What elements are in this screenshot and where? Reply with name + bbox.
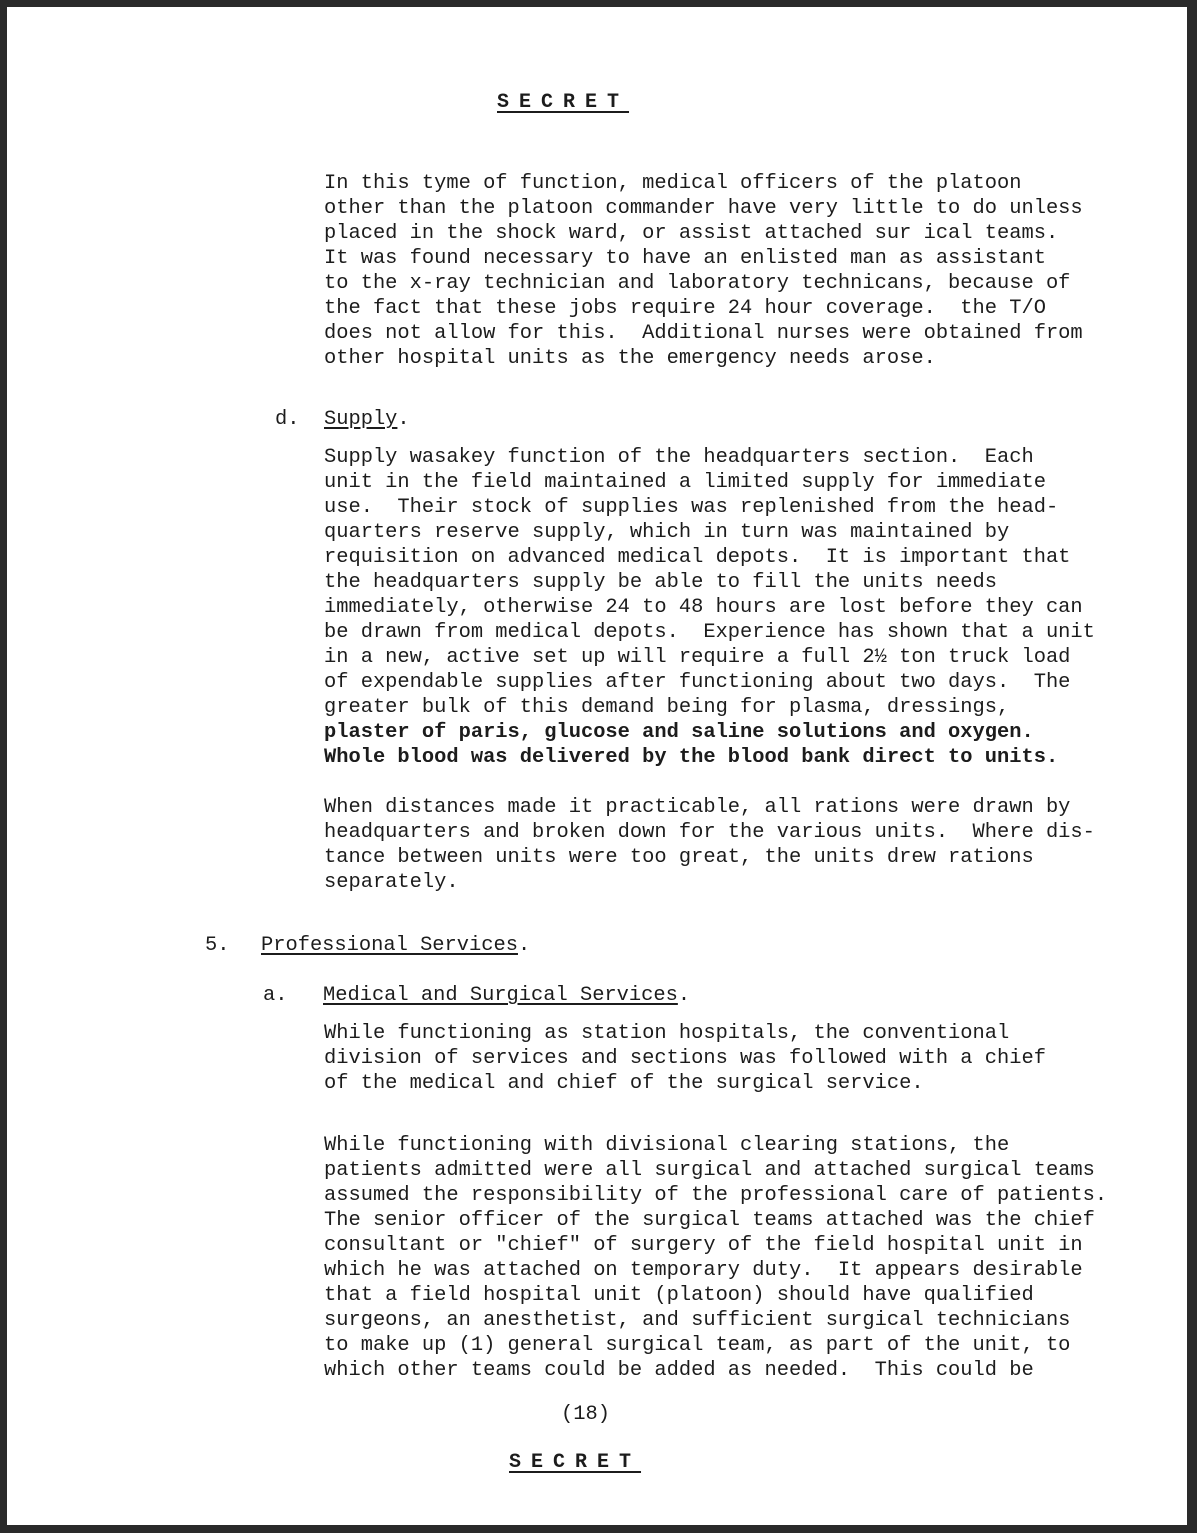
text-line: immediately, otherwise 24 to 48 hours are lost before they can — [324, 596, 1083, 619]
text-line: Supply wasakey function of the headquarters section. Each — [324, 446, 1034, 469]
text-line: greater bulk of this demand being for plasma, dressings, — [324, 696, 1010, 719]
text-line: It was found necessary to have an enlisted man as assistant — [324, 247, 1046, 270]
text-line: Whole blood was delivered by the blood bank direct to units. — [324, 746, 1059, 769]
text-line: While functioning with divisional clearing stations, the — [324, 1134, 1010, 1157]
text-line: other than the platoon commander have very little to do unless — [324, 197, 1083, 220]
section-5-heading: Professional Services — [261, 934, 518, 957]
text-line: of the medical and chief of the surgical service. — [324, 1072, 924, 1095]
subsection-a-heading-suffix: . — [677, 984, 691, 1007]
text-line: tance between units were too great, the units drew rations — [324, 846, 1034, 869]
section-5-heading-suffix: . — [517, 934, 531, 957]
text-line: does not allow for this. Additional nurses were obtained from — [324, 322, 1083, 345]
text-line: to the x-ray technician and laboratory technicans, because of — [324, 272, 1071, 295]
text-line: assumed the responsibility of the professional care of patients. — [324, 1184, 1108, 1207]
text-line: to make up (1) general surgical team, as part of the unit, to — [324, 1334, 1071, 1357]
text-line: patients admitted were all surgical and attached surgical teams — [324, 1159, 1095, 1182]
text-line: quarters reserve supply, which in turn was maintained by — [324, 521, 1010, 544]
subsection-a-heading: Medical and Surgical Services — [323, 984, 678, 1007]
text-line: plaster of paris, glucose and saline solutions and oxygen. — [324, 721, 1034, 744]
text-line: which other teams could be added as needed. This could be — [324, 1359, 1034, 1382]
subsection-a-marker: a. — [263, 984, 288, 1007]
text-line: which he was attached on temporary duty. It appears desirable — [324, 1259, 1083, 1282]
document-page — [7, 7, 1187, 1525]
text-line: of expendable supplies after functioning about two days. The — [324, 671, 1071, 694]
text-line: separately. — [324, 871, 459, 894]
text-line: headquarters and broken down for the various units. Where dis- — [324, 821, 1095, 844]
supply-heading: Supply — [324, 408, 398, 431]
text-line: the headquarters supply be able to fill the units needs — [324, 571, 998, 594]
text-line: be drawn from medical depots. Experience has shown that a unit — [324, 621, 1095, 644]
text-line: unit in the field maintained a limited supply for immediate — [324, 471, 1046, 494]
section-5-marker: 5. — [205, 934, 230, 957]
text-line: requisition on advanced medical depots. It is important that — [324, 546, 1071, 569]
text-line: The senior officer of the surgical teams attached was the chief — [324, 1209, 1095, 1232]
text-line: that a field hospital unit (platoon) should have qualified — [324, 1284, 1034, 1307]
text-line: While functioning as station hospitals, the conventional — [324, 1022, 1010, 1045]
footer-classification: SECRET — [509, 1451, 642, 1474]
text-line: In this tyme of function, medical officers of the platoon — [324, 172, 1022, 195]
supply-heading-suffix: . — [397, 408, 410, 431]
subsection-a-heading-wrap — [323, 983, 690, 1008]
text-line: the fact that these jobs require 24 hour coverage. the T/O — [324, 297, 1046, 320]
supply-heading-wrap — [324, 407, 410, 432]
supply-marker: d. — [275, 408, 300, 431]
text-line: consultant or "chief" of surgery of the field hospital unit in — [324, 1234, 1083, 1257]
text-line: division of services and sections was followed with a chief — [324, 1047, 1046, 1070]
text-line: placed in the shock ward, or assist attached sur ical teams. — [324, 222, 1059, 245]
text-line: other hospital units as the emergency needs arose. — [324, 347, 936, 370]
text-line: in a new, active set up will require a full 2½ ton truck load — [324, 646, 1071, 669]
section-5-heading-wrap — [261, 933, 530, 958]
text-line: When distances made it practicable, all rations were drawn by — [324, 796, 1071, 819]
text-line: surgeons, an anesthetist, and sufficient surgical technicians — [324, 1309, 1071, 1332]
page-number: (18) — [561, 1403, 610, 1426]
text-line: use. Their stock of supplies was replenished from the head- — [324, 496, 1059, 519]
header-classification: SECRET — [497, 91, 630, 114]
